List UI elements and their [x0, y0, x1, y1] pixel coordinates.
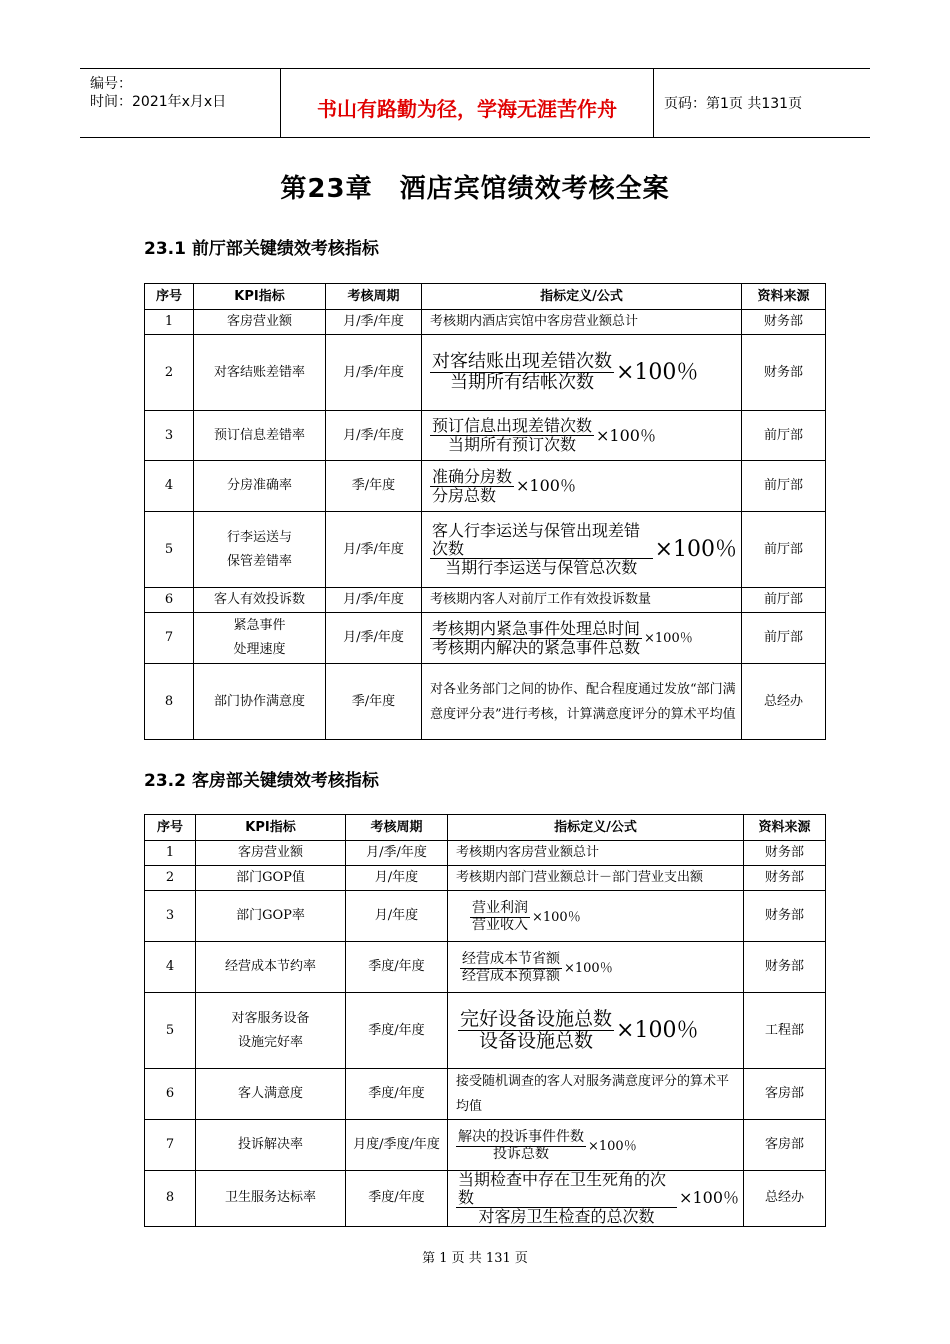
row-no: 5	[145, 993, 196, 1069]
row-kpi-line2: 设施完好率	[237, 1034, 303, 1050]
row-formula	[448, 942, 744, 993]
row-source: 财务部	[742, 335, 826, 411]
row-kpi: 投诉解决率	[196, 1120, 346, 1171]
row-definition: 考核期内部门营业额总计－部门营业支出额	[448, 866, 744, 891]
table-row	[145, 942, 826, 993]
table-row	[145, 664, 826, 740]
chapter-title: 第23章 酒店宾馆绩效考核全案	[280, 174, 670, 204]
table-row	[145, 310, 826, 335]
table-header-row	[145, 815, 826, 841]
formula-multiplier: ×100％	[616, 359, 699, 385]
table-row	[145, 588, 826, 613]
formula-multiplier: ×100％	[679, 1188, 739, 1208]
row-formula	[422, 461, 742, 512]
formula-numerator: 当期检查中存在卫生死角的次数	[456, 1171, 677, 1208]
row-period: 月/季/年度	[346, 841, 448, 866]
row-kpi: 部门协作满意度	[194, 664, 326, 740]
formula-denominator: 当期所有结帐次数	[450, 372, 594, 393]
formula	[430, 417, 656, 454]
row-source: 前厅部	[742, 588, 826, 613]
formula-numerator: 对客结账出现差错次数	[432, 350, 612, 372]
row-no: 3	[145, 411, 194, 461]
table-row	[145, 613, 826, 664]
formula-denominator: 营业收入	[472, 917, 528, 933]
row-source: 客房部	[744, 1069, 826, 1120]
row-no: 6	[145, 1069, 196, 1120]
row-kpi: 卫生服务达标率	[196, 1171, 346, 1227]
row-kpi-line2: 处理速度	[233, 642, 286, 657]
header-motto: 书山有路勤为径，学海无涯苦作舟	[317, 97, 617, 121]
formula-numerator: 营业利润	[472, 900, 528, 917]
row-kpi: 预订信息差错率	[194, 411, 326, 461]
row-kpi: 客房营业额	[194, 310, 326, 335]
page-header	[80, 68, 870, 138]
row-period: 月/季/年度	[326, 512, 422, 588]
row-formula	[448, 993, 744, 1069]
section-heading-housekeeping: 23.2 客房部关键绩效考核指标	[144, 771, 379, 791]
col-header-source: 资料来源	[742, 284, 826, 310]
row-formula	[422, 512, 742, 588]
row-kpi: 客人有效投诉数	[194, 588, 326, 613]
row-no: 7	[145, 613, 194, 664]
formula-denominator: 设备设施总数	[479, 1030, 594, 1052]
row-period: 季/年度	[326, 461, 422, 512]
row-no: 1	[145, 841, 196, 866]
formula-denominator: 经营成本预算额	[462, 968, 560, 984]
row-period: 月/季/年度	[326, 411, 422, 461]
row-kpi-line2: 保管差错率	[226, 553, 292, 569]
row-no: 6	[145, 588, 194, 613]
row-period: 月度/季度/年度	[346, 1120, 448, 1171]
row-kpi	[194, 512, 326, 588]
row-period: 季度/年度	[346, 993, 448, 1069]
row-period: 月/季/年度	[326, 613, 422, 664]
page-footer: 第 1 页 共 131 页	[422, 1251, 528, 1266]
housekeeping-kpi-table	[144, 814, 826, 1227]
formula-numerator: 准确分房数	[432, 466, 513, 486]
section-heading-front-office: 23.1 前厅部关键绩效考核指标	[144, 239, 379, 259]
col-header-period: 考核周期	[326, 284, 422, 310]
row-kpi: 部门GOP值	[196, 866, 346, 891]
formula-multiplier: ×100％	[532, 910, 581, 925]
header-meta	[80, 69, 281, 137]
formula-denominator: 考核期内解决的紧急事件总数	[432, 637, 641, 657]
row-formula	[448, 1171, 744, 1227]
row-formula	[448, 891, 744, 942]
row-kpi-line1: 对客服务设备	[231, 1010, 310, 1026]
row-formula	[422, 613, 742, 664]
row-no: 7	[145, 1120, 196, 1171]
formula	[456, 1171, 739, 1226]
formula	[430, 352, 698, 393]
col-header-source: 资料来源	[744, 815, 826, 841]
table-row	[145, 1120, 826, 1171]
table-header-row	[145, 284, 826, 310]
row-period: 月/季/年度	[326, 335, 422, 411]
col-header-no: 序号	[145, 284, 194, 310]
formula-multiplier: ×100％	[616, 1017, 699, 1043]
col-header-definition: 指标定义/公式	[422, 284, 742, 310]
col-header-period: 考核周期	[346, 815, 448, 841]
row-no: 4	[145, 942, 196, 993]
row-source: 财务部	[744, 841, 826, 866]
row-definition: 对各业务部门之间的协作、配合程度通过发放“部门满意度评分表”进行考核，计算满意度评分的算术平均值	[422, 664, 742, 740]
col-header-kpi: KPI指标	[194, 284, 326, 310]
formula-multiplier: ×100％	[516, 476, 576, 495]
row-source: 工程部	[744, 993, 826, 1069]
code-label: 编号：	[90, 76, 132, 92]
row-source: 财务部	[744, 942, 826, 993]
row-no: 2	[145, 335, 194, 411]
row-definition: 考核期内客房营业额总计	[448, 841, 744, 866]
row-kpi: 客人满意度	[196, 1069, 346, 1120]
col-header-no: 序号	[145, 815, 196, 841]
row-formula	[448, 1120, 744, 1171]
formula-denominator: 分房总数	[432, 485, 497, 505]
col-header-definition: 指标定义/公式	[448, 815, 744, 841]
row-kpi: 分房准确率	[194, 461, 326, 512]
formula	[430, 522, 737, 577]
row-no: 2	[145, 866, 196, 891]
table-row	[145, 411, 826, 461]
table-row	[145, 866, 826, 891]
page-info: 页码：第1页 共131页	[664, 96, 803, 112]
row-period: 季度/年度	[346, 1171, 448, 1227]
row-no: 4	[145, 461, 194, 512]
formula-numerator: 完好设备设施总数	[460, 1007, 613, 1030]
time-label: 时间：2021年x月x日	[90, 94, 227, 110]
row-source: 前厅部	[742, 512, 826, 588]
table-row	[145, 993, 826, 1069]
formula-denominator: 当期所有预订次数	[448, 435, 577, 454]
row-source: 总经办	[744, 1171, 826, 1227]
formula	[458, 1009, 698, 1053]
formula-numerator: 客人行李运送与保管出现差错次数	[430, 522, 653, 559]
row-no: 8	[145, 664, 194, 740]
row-source: 前厅部	[742, 613, 826, 664]
formula	[430, 468, 576, 505]
formula-numerator: 经营成本节省额	[462, 951, 560, 968]
row-source: 前厅部	[742, 411, 826, 461]
row-source: 财务部	[742, 310, 826, 335]
front-office-kpi-table	[144, 283, 826, 740]
formula-multiplier: ×100％	[644, 630, 693, 646]
table-row	[145, 1069, 826, 1120]
formula-multiplier: ×100％	[596, 425, 656, 445]
formula-numerator: 预订信息出现差错次数	[432, 416, 593, 436]
table-row	[145, 335, 826, 411]
table-row	[145, 1171, 826, 1227]
row-no: 8	[145, 1171, 196, 1227]
table-row	[145, 891, 826, 942]
formula	[456, 1130, 637, 1162]
formula	[430, 620, 693, 657]
header-motto-cell	[281, 69, 654, 137]
row-source: 财务部	[744, 866, 826, 891]
table-row	[145, 512, 826, 588]
row-kpi-line1: 行李运送与	[226, 529, 292, 545]
row-period: 季度/年度	[346, 942, 448, 993]
table-row	[145, 841, 826, 866]
row-source: 财务部	[744, 891, 826, 942]
formula-denominator: 对客房卫生检查的总次数	[478, 1206, 655, 1226]
row-definition: 接受随机调查的客人对服务满意度评分的算术平均值	[448, 1069, 744, 1120]
formula-denominator: 当期行李运送与保管总次数	[445, 557, 638, 577]
row-kpi: 对客结账差错率	[194, 335, 326, 411]
row-definition: 考核期内客人对前厅工作有效投诉数量	[422, 588, 742, 613]
formula	[470, 901, 581, 933]
formula	[460, 952, 613, 984]
formula-multiplier: ×100％	[588, 1139, 637, 1154]
row-kpi: 经营成本节约率	[196, 942, 346, 993]
row-kpi-line1: 紧急事件	[233, 618, 286, 633]
row-definition: 考核期内酒店宾馆中客房营业额总计	[422, 310, 742, 335]
table-row	[145, 461, 826, 512]
row-no: 5	[145, 512, 194, 588]
row-kpi: 部门GOP率	[196, 891, 346, 942]
row-kpi: 客房营业额	[196, 841, 346, 866]
row-period: 季/年度	[326, 664, 422, 740]
row-period: 月/年度	[346, 891, 448, 942]
formula-numerator: 解决的投诉事件件数	[458, 1129, 584, 1146]
formula-multiplier: ×100％	[564, 961, 613, 976]
row-period: 月/年度	[346, 866, 448, 891]
row-kpi	[194, 613, 326, 664]
formula-denominator: 投诉总数	[493, 1146, 549, 1162]
row-formula	[422, 335, 742, 411]
row-source: 客房部	[744, 1120, 826, 1171]
row-no: 1	[145, 310, 194, 335]
row-source: 前厅部	[742, 461, 826, 512]
col-header-kpi: KPI指标	[196, 815, 346, 841]
row-no: 3	[145, 891, 196, 942]
row-kpi	[196, 993, 346, 1069]
row-period: 季度/年度	[346, 1069, 448, 1120]
row-period: 月/季/年度	[326, 310, 422, 335]
formula-multiplier: ×100％	[654, 536, 737, 562]
row-period: 月/季/年度	[326, 588, 422, 613]
row-source: 总经办	[742, 664, 826, 740]
formula-numerator: 考核期内紧急事件处理总时间	[432, 618, 641, 638]
row-formula	[422, 411, 742, 461]
